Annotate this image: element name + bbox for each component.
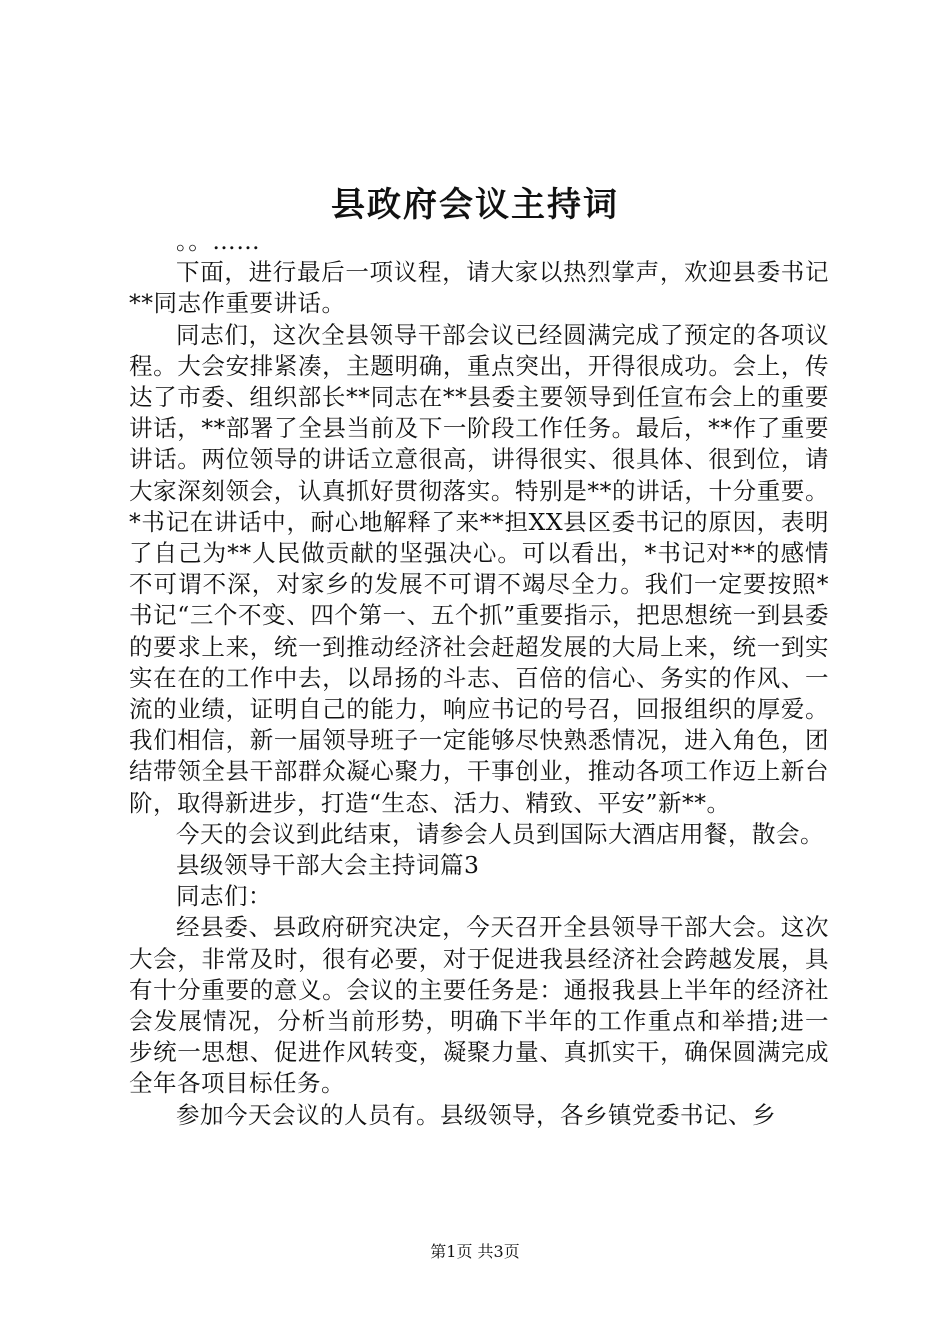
section-heading: 县级领导干部大会主持词篇3 <box>176 851 480 880</box>
paragraph-summary: 同志们，这次全县领导干部会议已经圆满完成了预定的各项议程。大会安排紧凑，主题明确，重点突出，开得很成功。会上，传达了市委、组织部长**同志在**县委主要领导到任宣布会上的重要讲话，**部署了全县当前及下一阶段工作任务。最后，**作了重要讲话。两位领导的讲话立意很高，讲得很实、很具体、很到位，请大家深刻领会，认真抓好贯彻落实。特别是**的讲话，十分重要。*书记在讲话中，耐心地解释了来**担XX县区委书记的原因，表明了自己为**人民做贡献的坚强决心。可以看出，*书记对**的感情不可谓不深，对家乡的发展不可谓不竭尽全力。我们一定要按照*书记“三个不变、四个第一、五个抓”重要指示，把思想统一到县委的要求上来，统一到推动经济社会赶超发展的大局上来，统一到实实在在的工作中去，以昂扬的斗志、百倍的信心、务实的作风、一流的业绩，证明自己的能力，响应书记的号召，回报组织的厚爱。我们相信，新一届领导班子一定能够尽快熟悉情况，进入角色，团结带领全县干部群众凝心聚力，干事创业，推动各项工作迈上新台阶，取得新进步，打造“生态、活力、精致、平安”新**。 <box>129 320 829 817</box>
paragraph-salutation: 同志们： <box>176 882 272 911</box>
paragraph-ellipsis: 。。…… <box>176 227 261 255</box>
paragraph-attendees: 参加今天会议的人员有。县级领导，各乡镇党委书记、乡 <box>176 1100 776 1129</box>
document-title: 县政府会议主持词 <box>331 185 619 225</box>
paragraph-agenda: 下面，进行最后一项议程，请大家以热烈掌声，欢迎县委书记**同志作重要讲话。 <box>129 258 829 318</box>
paragraph-intro: 经县委、县政府研究决定，今天召开全县领导干部大会。这次大会，非常及时，很有必要，对于促进我县经济社会跨越发展，具有十分重要的意义。会议的主要任务是：通报我县上半年的经济社会发展情况，分析当前形势，明确下半年的工作重点和举措;进一步统一思想、促进作风转变，凝聚力量、真抓实干，确保圆满完成全年各项目标任务。 <box>129 913 829 1098</box>
page-footer: 第1页 共3页 <box>430 1242 520 1261</box>
paragraph-closing: 今天的会议到此结束，请参会人员到国际大酒店用餐，散会。 <box>176 819 824 848</box>
document-body <box>129 226 829 1131</box>
